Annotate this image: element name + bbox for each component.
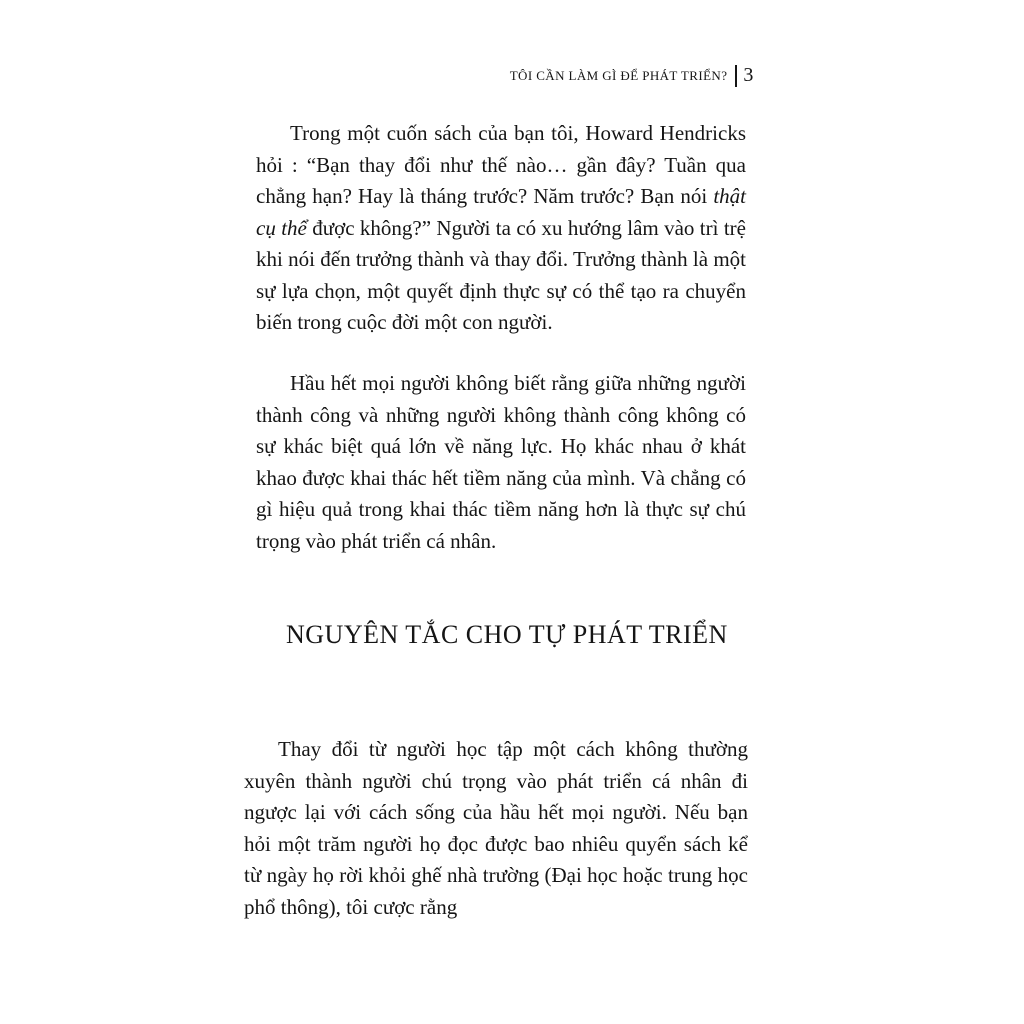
- page-number: 3: [743, 64, 754, 86]
- paragraph-2-text: Hầu hết mọi người không biết rằng giữa những người thành công và những người không thành công không có sự khác biệt quá lớn về năng lực. Họ khác nhau ở khát khao được khai thác hết tiềm năng của mình. Và chẳng có gì hiệu quả trong khai thác tiềm năng hơn là thực sự chú trọng vào phát triển cá nhân.: [256, 371, 746, 553]
- paragraph-1-text: [256, 118, 746, 339]
- paragraph-3: [244, 734, 748, 923]
- running-title: TÔI CẦN LÀM GÌ ĐỂ PHÁT TRIỂN?: [509, 67, 728, 83]
- paragraph-1-part-b: được không?” Người ta có xu hướng lâm vào trì trệ khi nói đến trưởng thành và thay đổi. Trưởng thành là một sự lựa chọn, một quyết định thực sự có thể tạo ra chuyển biến trong cuộc đời một con người.: [256, 215, 746, 334]
- paragraph-3-text: Thay đổi từ người học tập một cách không thường xuyên thành người chú trọng vào phát triển cá nhân đi ngược lại với cách sống của hầu hết mọi người. Nếu bạn hỏi một trăm người họ đọc được bao nhiêu quyển sách kể từ ngày họ rời khỏi ghế nhà trường (Đại học hoặc trung học phổ thông), tôi cược rằng: [244, 737, 748, 919]
- paragraph-1: [256, 118, 746, 339]
- running-header: [510, 64, 754, 87]
- section-heading: NGUYÊN TẮC CHO TỰ PHÁT TRIỂN: [286, 620, 728, 649]
- paragraph-1-italic: thật cụ thể: [256, 184, 746, 240]
- paragraph-1-part-a: Trong một cuốn sách của bạn tôi, Howard Hendricks hỏi : “Bạn thay đổi như thế nào… gần đây? Tuần qua chẳng hạn? Hay là tháng trước? Năm trước? Bạn nói: [256, 121, 746, 208]
- header-divider: [735, 65, 737, 87]
- paragraph-2: [256, 368, 746, 557]
